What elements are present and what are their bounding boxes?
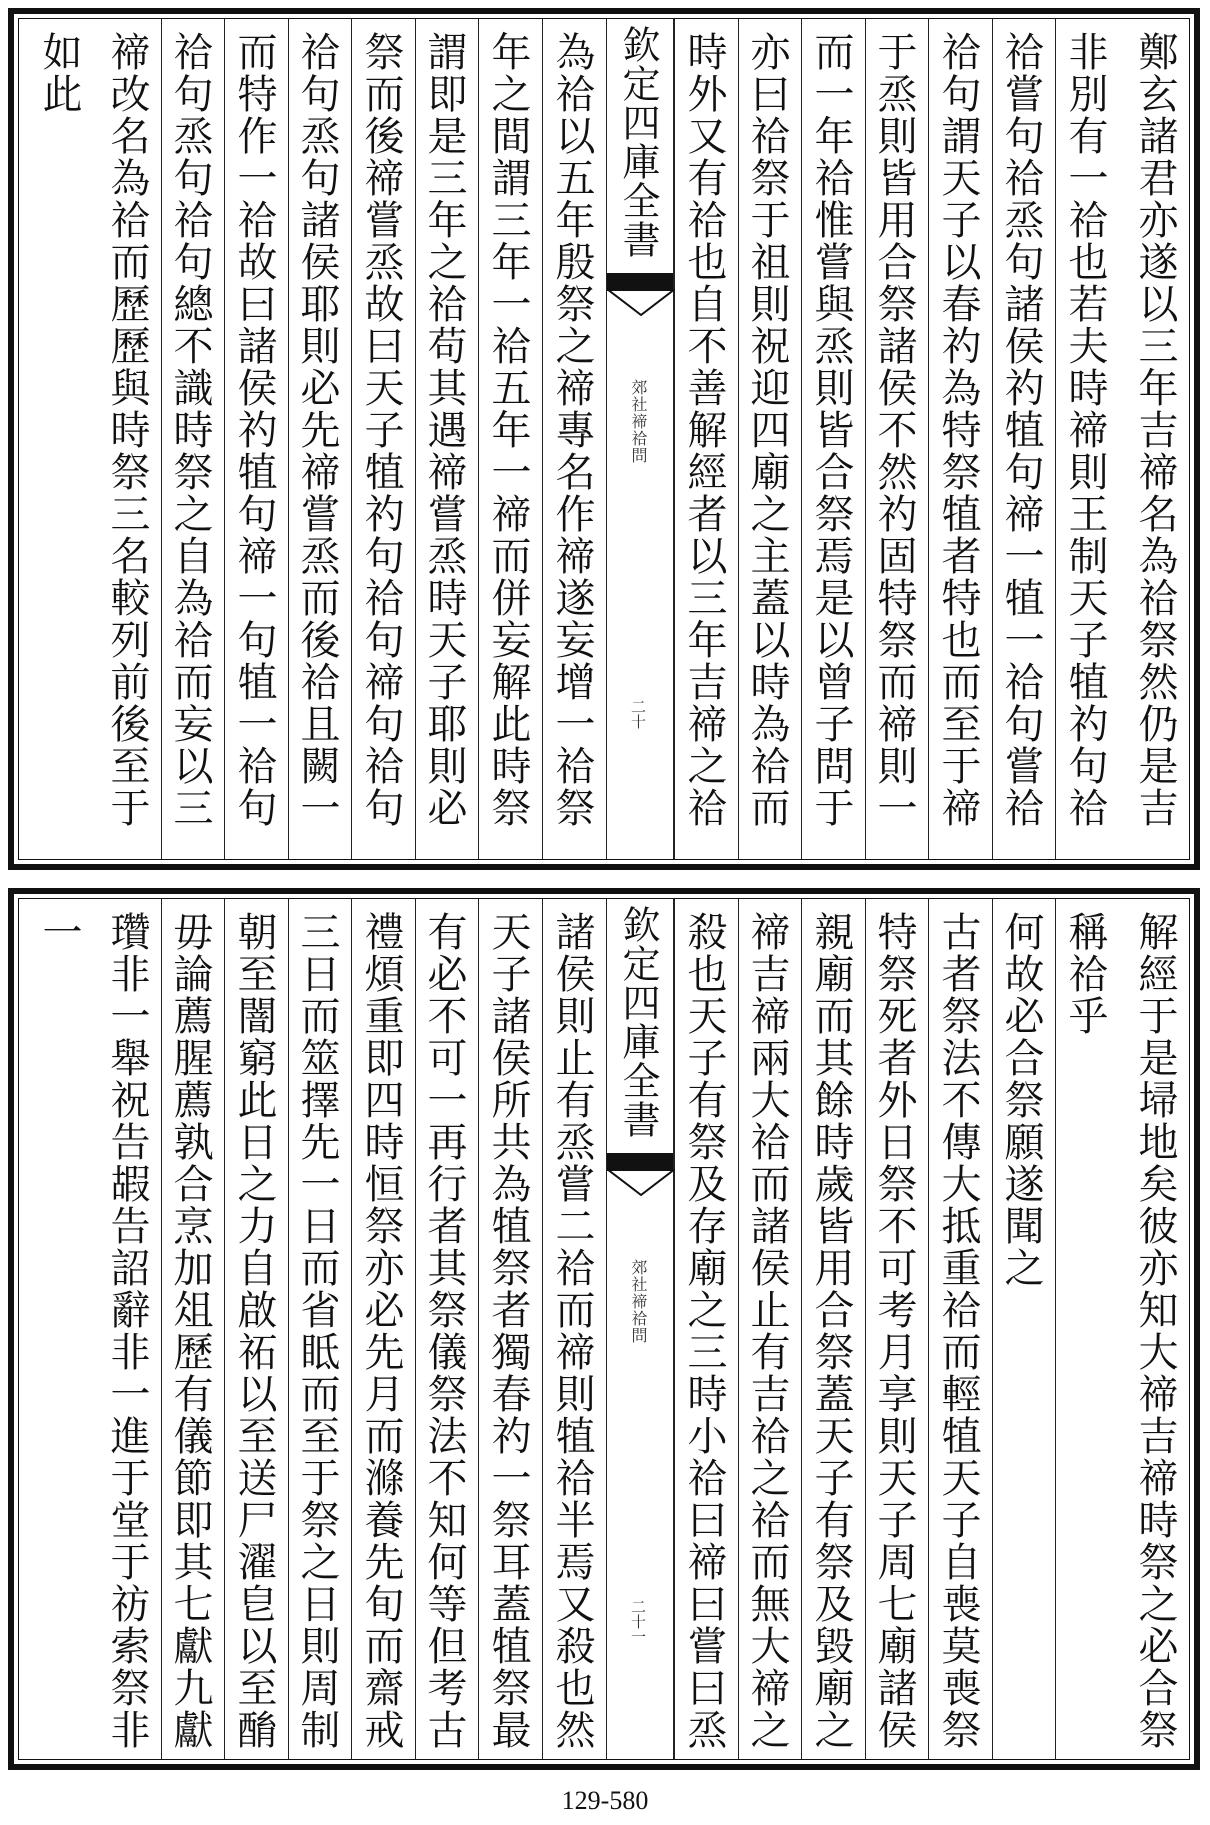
text-column: 亦曰祫祭于祖則祝迎四廟之主蓋以時為祫而 bbox=[738, 19, 801, 859]
text-column: 而特作一祫故曰諸侯礿犆句禘一句犆一祫句 bbox=[224, 19, 288, 859]
text-column: 何故必合祭願遂聞之 bbox=[992, 899, 1055, 1759]
text-column bbox=[20, 899, 161, 1759]
fish-tail-chevron bbox=[607, 289, 675, 319]
book-title: 欽定四庫全書 bbox=[607, 905, 673, 1139]
text-column: 于烝則皆用合祭諸侯不然礿固特祭而禘則一 bbox=[865, 19, 928, 859]
text-column-content: 瓚非一舉祝告嘏告詔辭非一進于堂于祊索祭非一 bbox=[36, 911, 150, 1751]
folio-number: 二十一 bbox=[629, 1599, 647, 1644]
text-column: 祫嘗句祫烝句諸侯礿犆句禘一犆一祫句嘗祫 bbox=[992, 19, 1055, 859]
text-column: 有必不可一再行者其祭儀祭法不知何等但考古 bbox=[415, 899, 478, 1759]
text-column: 祫句謂天子以春礿為特祭犆者特也而至于禘 bbox=[928, 19, 992, 859]
text-column: 親廟而其餘時歲皆用合祭蓋天子有祭及毀廟之 bbox=[801, 899, 865, 1759]
text-column: 禘吉禘兩大祫而諸侯止有吉祫之祫而無大禘之 bbox=[738, 899, 801, 1759]
text-column: 非別有一祫也若夫時禘則王制天子犆礿句祫 bbox=[1055, 19, 1119, 859]
text-column: 祭而後禘嘗烝故曰天子犆礿句祫句禘句祫句 bbox=[351, 19, 415, 859]
text-column: 殺也天子有祭及存廟之三時小祫曰禘曰嘗曰烝 bbox=[674, 899, 738, 1759]
page-number: 129-580 bbox=[561, 1786, 649, 1815]
page-gutter bbox=[606, 899, 674, 1759]
text-column: 年之間謂三年一祫五年一禘而併妄解此時祭 bbox=[478, 19, 542, 859]
text-column: 時外又有祫也自不善解經者以三年吉禘之祫 bbox=[674, 19, 738, 859]
text-column: 諸侯則止有烝嘗二祫而禘則犆祫半焉又殺也然 bbox=[542, 899, 606, 1759]
fish-tail-chevron bbox=[607, 1169, 675, 1199]
text-column: 為祫以五年殷祭之禘專名作禘遂妄增一祫祭 bbox=[542, 19, 606, 859]
text-column: 而一年祫惟嘗與烝則皆合祭焉是以曾子問于 bbox=[801, 19, 865, 859]
section-title: 郊社禘祫問 bbox=[629, 379, 648, 464]
folio-number: 二十 bbox=[629, 699, 647, 729]
top-page-frame bbox=[8, 8, 1200, 870]
text-column: 祫句烝句諸侯耶則必先禘嘗烝而後祫且闕一 bbox=[288, 19, 351, 859]
page-gutter bbox=[606, 19, 674, 859]
text-column: 古者祭法不傳大抵重祫而輕犆天子自喪莫喪祭 bbox=[928, 899, 992, 1759]
text-column: 稱祫乎 bbox=[1055, 899, 1119, 1759]
text-column-content: 禘改名為祫而歷歷與時祭三名較列前後至于如此 bbox=[36, 31, 150, 829]
section-title: 郊社禘祫問 bbox=[629, 1259, 648, 1344]
text-column: 天子諸侯所共為犆祭者獨春礿一祭耳蓋犆祭最 bbox=[478, 899, 542, 1759]
text-column: 毋論薦腥薦孰合烹加俎歷有儀節即其七獻九獻 bbox=[161, 899, 224, 1759]
text-column: 謂即是三年之祫苟其遇禘嘗烝時天子耶則必 bbox=[415, 19, 478, 859]
text-column: 朝至闇窮此日之力自啟祏以至送尸濯皀以至酳 bbox=[224, 899, 288, 1759]
text-column: 三日而筮擇先一日而省眡而至于祭之日則周制 bbox=[288, 899, 351, 1759]
text-column: 鄭玄諸君亦遂以三年吉禘名為祫祭然仍是吉 bbox=[1132, 31, 1178, 829]
bottom-page-inner-border bbox=[18, 898, 1190, 1760]
text-column: 解經于是埽地矣彼亦知大禘吉禘時祭之必合祭 bbox=[1132, 911, 1178, 1751]
text-column: 祫句烝句祫句總不識時祭之自為祫而妄以三 bbox=[161, 19, 224, 859]
bottom-page-frame bbox=[8, 888, 1200, 1770]
text-column: 特祭死者外日祭不可考月享則天子周七廟諸侯 bbox=[865, 899, 928, 1759]
book-title: 欽定四庫全書 bbox=[607, 25, 673, 259]
text-column bbox=[20, 19, 161, 859]
top-page-inner-border bbox=[18, 18, 1190, 860]
text-column: 禮煩重即四時恒祭亦必先月而滌養先旬而齋戒 bbox=[351, 899, 415, 1759]
